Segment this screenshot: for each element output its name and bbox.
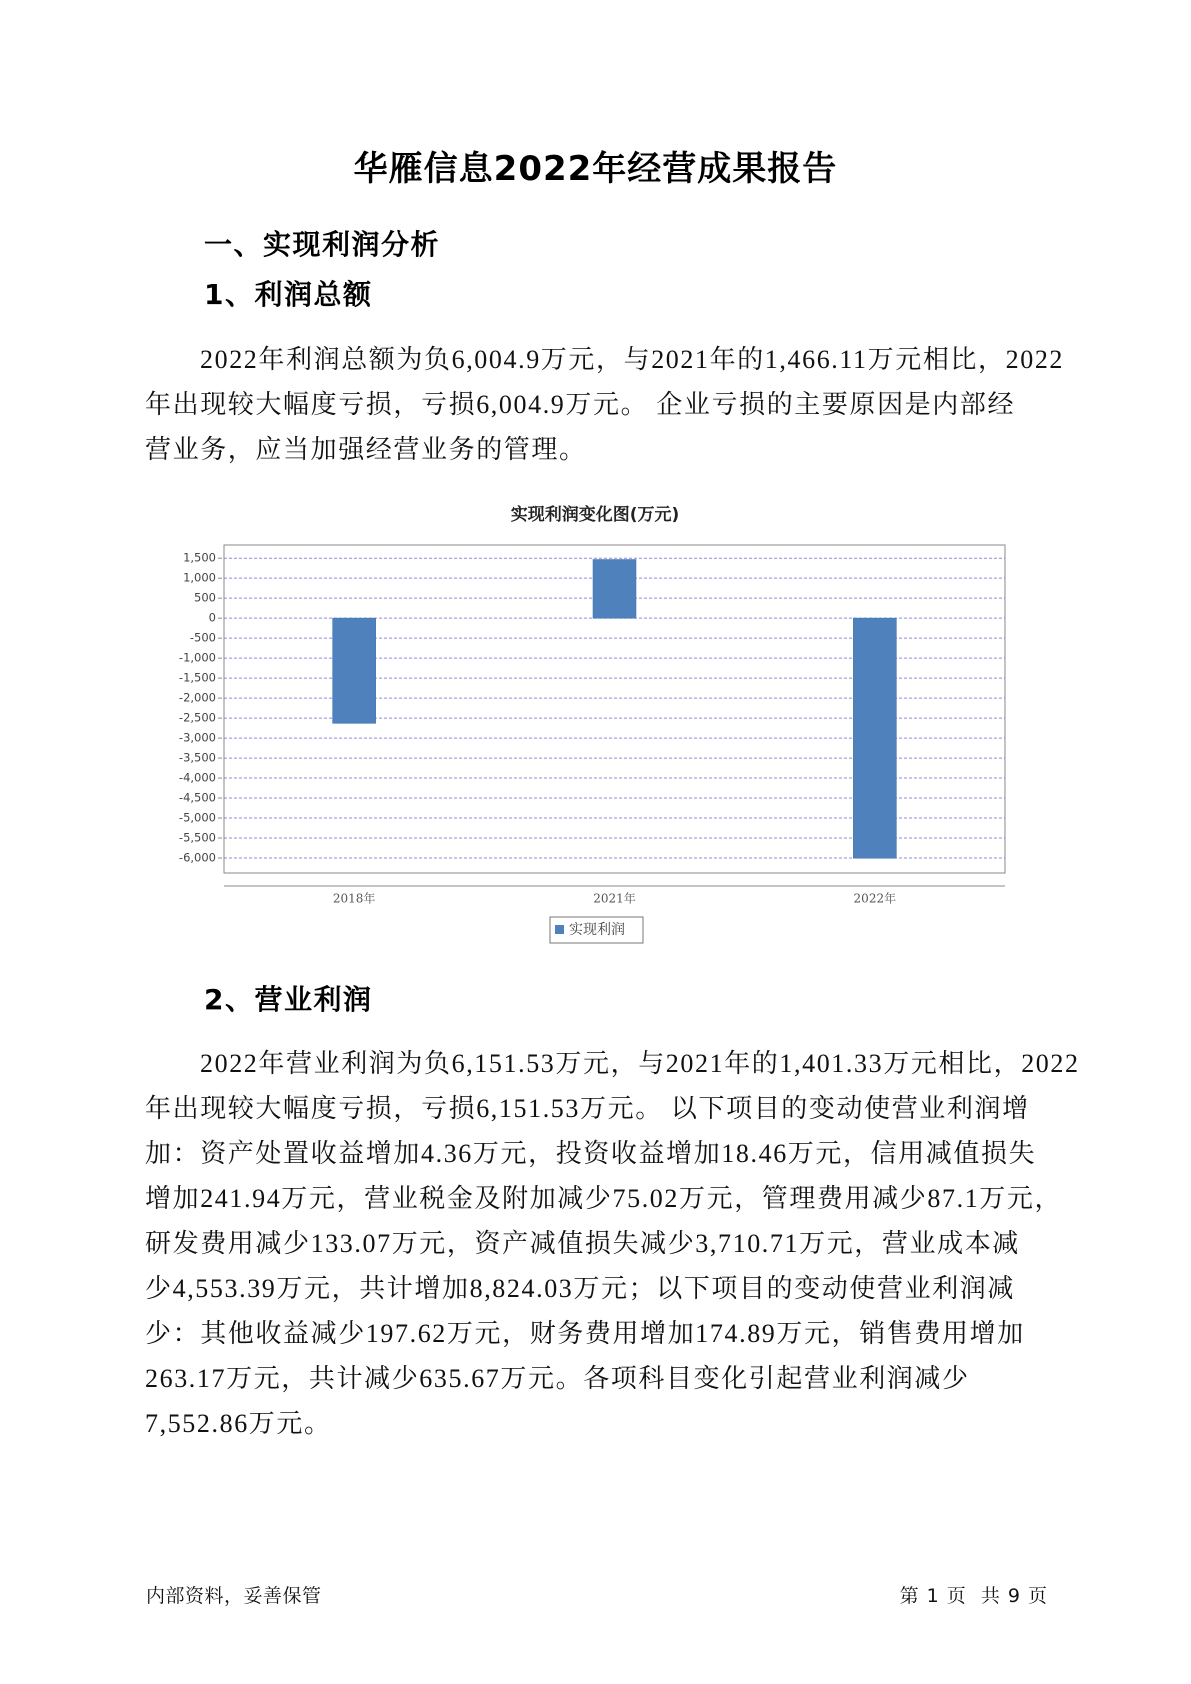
y-axis [179,551,222,865]
y-tick-label: -5,000 [178,810,216,825]
y-tick-label: -4,500 [178,790,216,805]
y-tick-label: -3,000 [178,730,216,745]
paragraph-line: 少4,553.39万元，共计增加8,824.03万元；以下项目的变动使营业利润减 [145,1274,1016,1303]
paragraph-line: 加：资产处置收益增加4.36万元，投资收益增加18.46万元，信用减值损失 [145,1139,1037,1168]
legend-swatch [555,925,564,934]
paragraph-line: 年出现较大幅度亏损，亏损6,151.53万元。 以下项目的变动使营业利润增 [145,1094,1030,1123]
y-tick-label: -2,500 [178,710,216,725]
y-tick-label: 0 [208,610,216,625]
paragraph-line: 263.17万元，共计减少635.67万元。各项科目变化引起营业利润减少 [145,1364,970,1393]
footer-note: 内部资料，妥善保管 [146,1585,322,1607]
y-tick-label: -2,000 [178,690,216,705]
x-tick-label: 2021年 [593,891,636,906]
legend [550,917,643,943]
paragraph-line: 年出现较大幅度亏损，亏损6,004.9万元。 企业亏损的主要原因是内部经 [145,390,1016,419]
document-title: 华雁信息2022年经营成果报告 [353,149,838,189]
x-tick-label: 2022年 [853,891,897,906]
y-tick-label: 1,000 [183,570,216,585]
y-tick-label: -6,000 [178,850,216,865]
chart-svg [150,495,1050,955]
paragraph-line: 2022年利润总额为负6,004.9万元，与2021年的1,466.11万元相比，2022 [200,345,1065,374]
y-tick-label: 1,500 [183,550,216,565]
paragraph-line: 少：其他收益减少197.62万元，财务费用增加174.89万元，销售费用增加 [145,1319,1025,1348]
y-tick-label: -1,500 [178,670,216,685]
paragraph [145,337,1105,472]
y-tick-label: -3,500 [178,750,216,765]
paragraph-line: 营业务，应当加强经营业务的管理。 [145,435,587,464]
x-tick-label: 2018年 [332,891,376,906]
paragraph-line: 2022年营业利润为负6,151.53万元，与2021年的1,401.33万元相比，2022 [200,1049,1080,1078]
y-tick-label: 500 [194,590,216,605]
paragraph [145,1041,1105,1446]
y-tick-label: -5,500 [178,830,216,845]
y-tick-label: -4,000 [178,770,216,785]
bar-2022 [853,618,896,858]
legend-label: 实现利润 [569,922,625,938]
x-axis [224,886,1005,906]
page-number: 第 1 页 共 9 页 [899,1585,1048,1607]
bar-2018 [333,618,376,723]
paragraph-line: 7,552.86万元。 [145,1409,332,1438]
y-tick-label: -500 [189,630,216,645]
subsection-heading: 2、营业利润 [204,983,373,1016]
paragraph-line: 增加241.94万元，营业税金及附加减少75.02万元，管理费用减少87.1万元， [145,1184,1063,1213]
bar-2021 [593,560,636,619]
chart-title: 实现利润变化图(万元) [510,505,680,525]
profit-chart [150,495,1050,955]
y-tick-label: -1,000 [178,650,216,665]
paragraph-line: 研发费用减少133.07万元，资产减值损失减少3,710.71万元，营业成本减 [145,1229,1020,1258]
section-heading: 一、实现利润分析 [204,228,441,261]
subsection-heading: 1、利润总额 [204,278,373,311]
